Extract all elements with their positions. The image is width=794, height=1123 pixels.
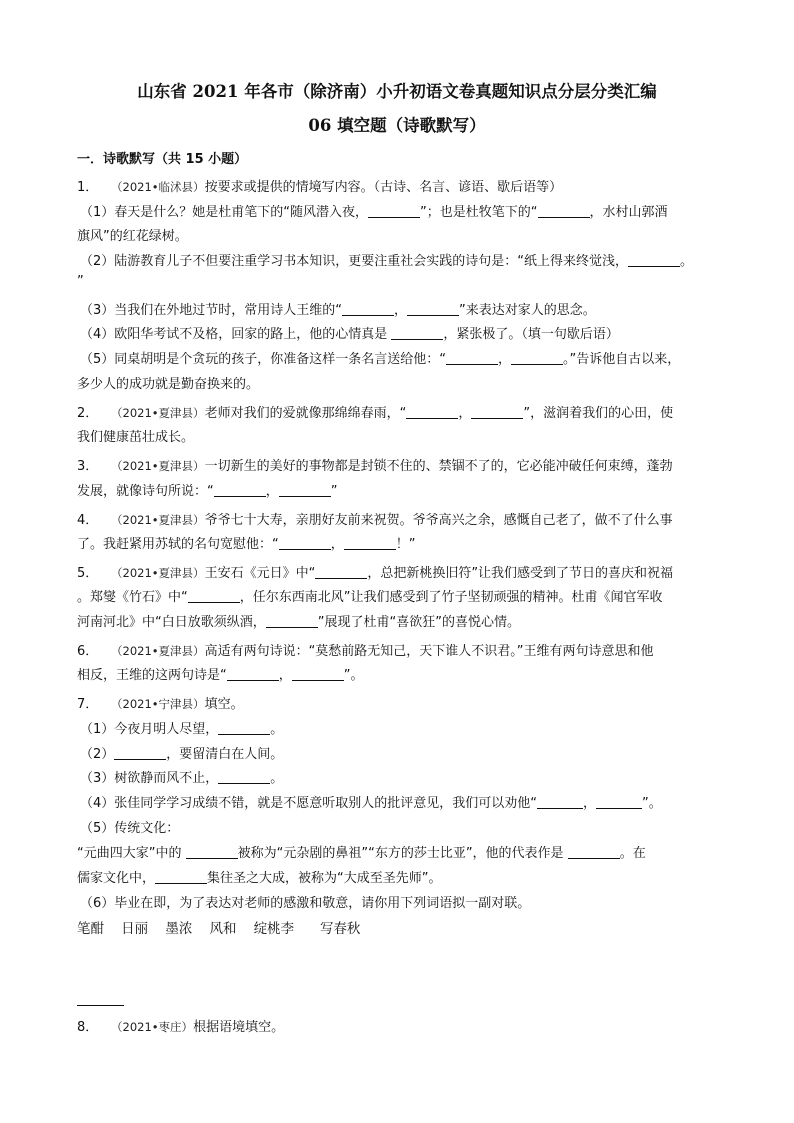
- question-2-cont: 我们健康茁壮成长。: [77, 430, 195, 445]
- question-number: 1．: [77, 180, 99, 195]
- question-number: 8．: [77, 1020, 99, 1035]
- question-7-stem: 7． （2021•宁津县）填空。: [77, 693, 244, 712]
- answer-blank[interactable]: [342, 302, 394, 316]
- question-1-part-5-cont: 多少人的成功就是勤奋换来的。: [77, 377, 260, 392]
- question-7-part-3: （3）树欲静而风不止， 。: [80, 771, 284, 786]
- answer-blank[interactable]: [227, 667, 279, 681]
- question-3: 3． （2021•夏津县）一切新生的美好的事物都是封锁不住的、禁锢不了的，它必能冲破任何束缚，蓬勃: [77, 455, 673, 474]
- answer-blank[interactable]: [186, 845, 238, 859]
- answer-blank[interactable]: [155, 870, 207, 884]
- question-1-part-5: （5）同桌胡明是个贪玩的孩子，你准备这样一条名言送给他：“ ， 。”告诉他自古以来，: [80, 352, 681, 367]
- answer-line[interactable]: [77, 1005, 124, 1006]
- question-7-part-5-cont: 儒家文化中， 集往圣之大成，被称为“大成至圣先师”。: [77, 871, 442, 886]
- answer-blank[interactable]: [596, 795, 642, 809]
- answer-blank[interactable]: [315, 565, 367, 579]
- question-5-cont-1: 。郑燮《竹石》中“ ，任尔东西南北风”让我们感受到了竹子坚韧顽强的精神。杜甫《闻官军收: [77, 590, 663, 605]
- question-source: （2021•临沭县）: [111, 180, 205, 194]
- question-6: 6． （2021•夏津县）高适有两句诗说：“莫愁前路无知己，天下谁人不识君。”王维有两句诗意思和他: [77, 640, 654, 659]
- question-5-cont-2: 河南河北》中“白日放歌须纵酒， ”展现了杜甫“喜欲狂”的喜悦心情。: [77, 615, 520, 630]
- answer-blank[interactable]: [406, 405, 458, 419]
- question-source: （2021•枣庄）: [111, 1020, 194, 1034]
- answer-blank[interactable]: [568, 845, 620, 859]
- question-source: （2021•夏津县）: [111, 566, 205, 580]
- question-7-part-4: （4）张佳同学学习成绩不错，就是不愿意听取别人的批评意见，我们可以劝他“ ， ”。: [80, 796, 662, 811]
- question-source: （2021•夏津县）: [111, 644, 205, 658]
- question-1-part-2: （2）陆游教育儿子不但要注重学习书本知识，更要注重社会实践的诗句是：“纸上得来终觉浅， 。: [80, 254, 694, 269]
- question-1-part-3: （3）当我们在外地过节时，常用诗人王维的“ ， ”来表达对家人的思念。: [80, 303, 596, 318]
- word-item: 日丽: [121, 921, 149, 937]
- answer-blank[interactable]: [292, 667, 344, 681]
- answer-blank[interactable]: [391, 326, 443, 340]
- question-5: 5． （2021•夏津县）王安石《元日》中“ ，总把新桃换旧符”让我们感受到了节日的喜庆和祝福: [77, 562, 673, 581]
- word-item: 绽桃李: [253, 921, 295, 937]
- question-number: 4．: [77, 513, 99, 528]
- question-source: （2021•夏津县）: [111, 459, 205, 473]
- question-4-cont: 了。我赶紧用苏轼的名句宽慰他：“ ， ！”: [77, 537, 416, 552]
- word-item: 笔酣: [77, 921, 104, 937]
- answer-blank[interactable]: [279, 483, 331, 497]
- question-number: 5．: [77, 566, 99, 581]
- answer-blank[interactable]: [407, 302, 459, 316]
- question-7-part-5: （5）传统文化：: [80, 821, 180, 836]
- question-3-cont: 发展，就像诗句所说：“ ， ”: [77, 484, 338, 499]
- question-source: （2021•夏津县）: [111, 513, 205, 527]
- question-7-part-6: （6）毕业在即，为了表达对老师的感激和敬意，请你用下列词语拟一副对联。: [80, 896, 531, 911]
- answer-blank[interactable]: [344, 536, 396, 550]
- answer-blank[interactable]: [218, 770, 270, 784]
- question-2: 2． （2021•夏津县）老师对我们的爱就像那绵绵春雨，“ ， ”，滋润着我们的心田，使: [77, 402, 673, 421]
- question-8-stem: 8． （2021•枣庄）根据语境填空。: [77, 1016, 284, 1035]
- question-1-stem: 1． （2021•临沭县）按要求或提供的情境写内容。（古诗、名言、谚语、歇后语等）: [77, 176, 562, 195]
- answer-blank[interactable]: [188, 589, 240, 603]
- section-heading: 一．诗歌默写（共 15 小题）: [77, 152, 248, 167]
- question-7-part-2: （2） ，要留清白在人间。: [80, 747, 284, 762]
- answer-blank[interactable]: [628, 253, 680, 267]
- question-1-part-2-cont: ”: [77, 274, 84, 289]
- answer-blank[interactable]: [368, 204, 420, 218]
- question-4: 4． （2021•夏津县）爷爷七十大寿，亲朋好友前来祝贺。爷爷高兴之余，感慨自己老了，做不了什么事: [77, 509, 673, 528]
- answer-blank[interactable]: [511, 351, 563, 365]
- answer-blank[interactable]: [537, 795, 583, 809]
- question-source: （2021•宁津县）: [111, 697, 205, 711]
- question-1-part-1-cont: 旗风”的红花绿树。: [77, 229, 188, 244]
- answer-blank[interactable]: [214, 483, 266, 497]
- word-item: 风和: [209, 921, 237, 937]
- document-subtitle: 06 填空题（诗歌默写）: [308, 116, 486, 135]
- question-1-part-4: （4）欧阳华考试不及格，回家的路上，他的心情真是 ，紧张极了。（填一句歇后语）: [80, 327, 619, 342]
- answer-blank[interactable]: [218, 721, 270, 735]
- couplet-word-list: [77, 917, 360, 937]
- question-6-cont: 相反，王维的这两句诗是“ ， ”。: [77, 668, 364, 683]
- answer-blank[interactable]: [446, 351, 498, 365]
- question-number: 6．: [77, 644, 99, 659]
- question-1-part-1: （1）春天是什么？她是杜甫笔下的“随风潜入夜， ”；也是杜牧笔下的“ ，水村山郭酒: [80, 205, 668, 220]
- document-title: 山东省 2021 年各市（除济南）小升初语文卷真题知识点分层分类汇编: [137, 82, 657, 101]
- word-item: 墨浓: [165, 921, 193, 937]
- question-number: 3．: [77, 459, 99, 474]
- word-item: 写春秋: [319, 921, 361, 937]
- question-number: 2．: [77, 406, 99, 421]
- question-7-part-5-text: “元曲四大家”中的 被称为“元杂剧的鼻祖”“东方的莎士比亚”，他的代表作是 。在: [77, 846, 646, 861]
- question-source: （2021•夏津县）: [111, 406, 205, 420]
- answer-blank[interactable]: [266, 614, 318, 628]
- answer-blank[interactable]: [471, 405, 523, 419]
- question-number: 7．: [77, 697, 99, 712]
- question-7-part-1: （1）今夜月明人尽望， 。: [80, 722, 284, 737]
- answer-blank[interactable]: [114, 746, 166, 760]
- answer-blank[interactable]: [279, 536, 331, 550]
- answer-blank[interactable]: [538, 204, 590, 218]
